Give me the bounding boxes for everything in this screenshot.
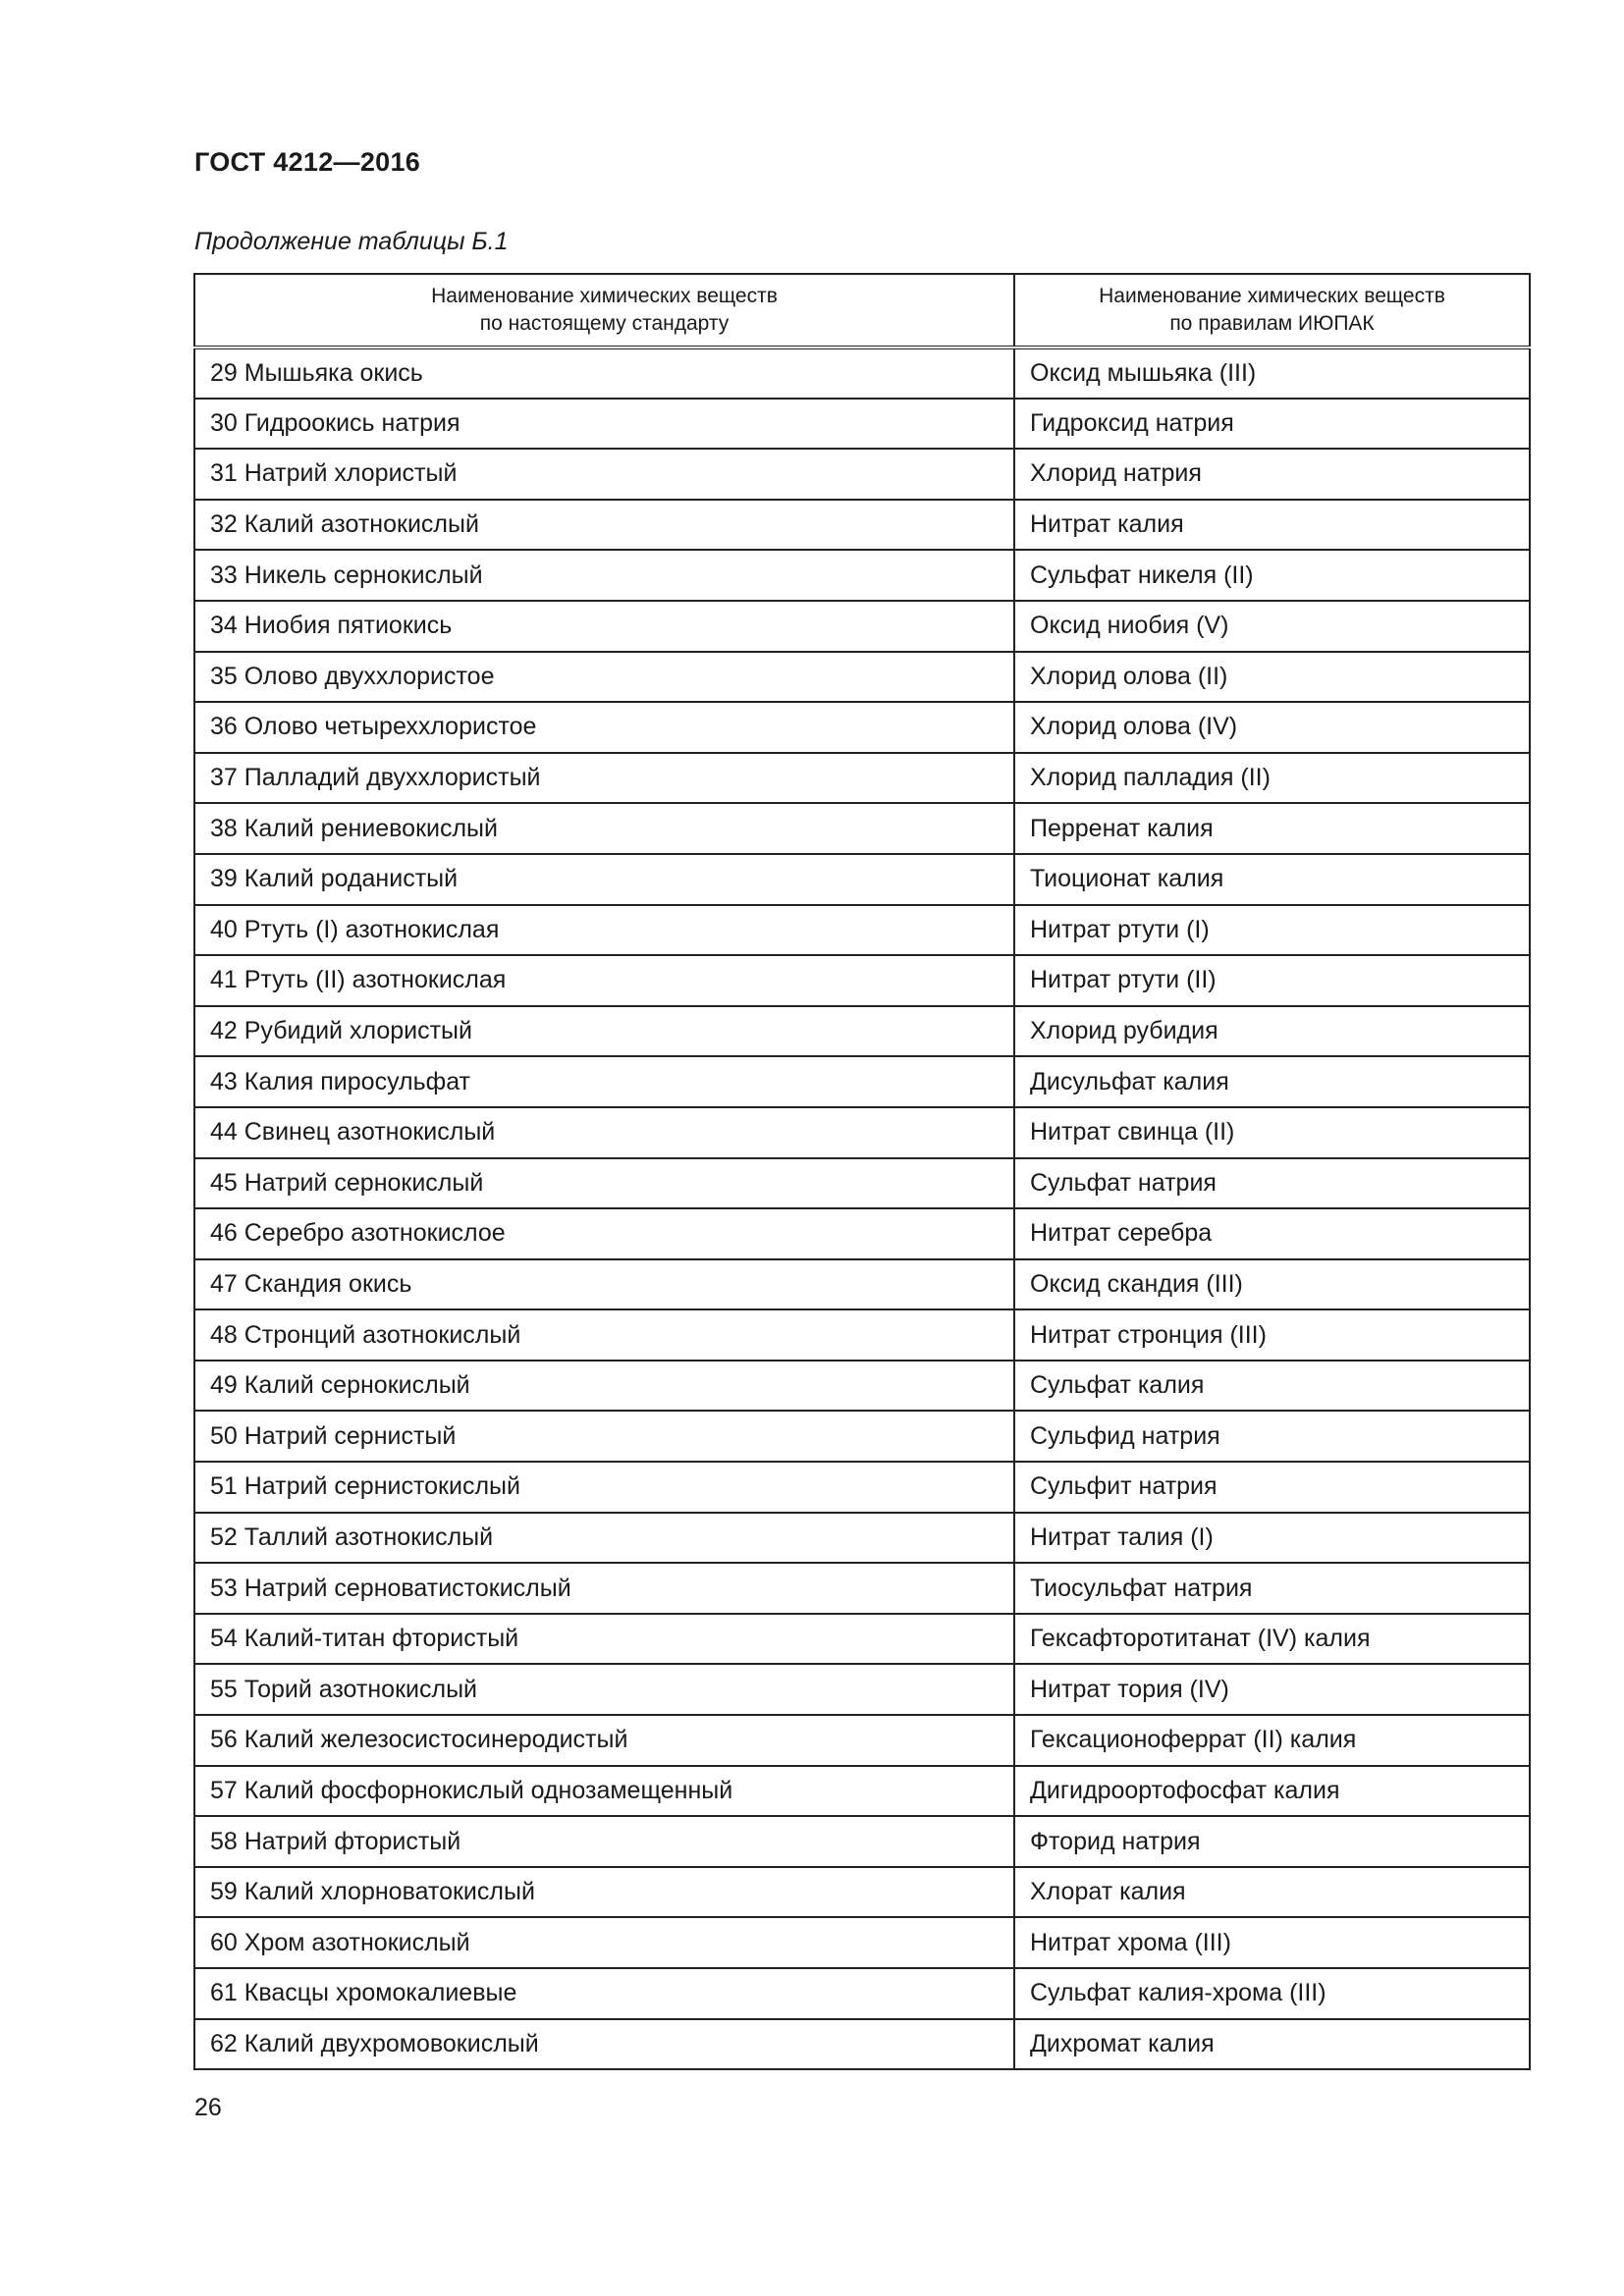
standard-name-cell: 42 Рубидий хлористый <box>194 1006 1014 1057</box>
iupac-name-cell: Хлорид палладия (II) <box>1014 753 1530 804</box>
table-row <box>194 1259 1530 1310</box>
standard-name-cell: 33 Никель сернокислый <box>194 550 1014 601</box>
table-row <box>194 1614 1530 1665</box>
standard-name-cell: 60 Хром азотнокислый <box>194 1917 1014 1968</box>
table-row <box>194 1309 1530 1361</box>
iupac-name-cell: Тиосульфат натрия <box>1014 1563 1530 1614</box>
table-caption: Продолжение таблицы Б.1 <box>194 228 509 255</box>
iupac-name-cell: Хлорид рубидия <box>1014 1006 1530 1057</box>
iupac-name-cell: Дихромат калия <box>1014 2019 1530 2070</box>
table-row <box>194 1816 1530 1867</box>
iupac-name-cell: Нитрат талия (I) <box>1014 1513 1530 1564</box>
column-header-standard-name-line1: Наименование химических веществ <box>431 285 778 307</box>
iupac-name-cell: Нитрат ртути (II) <box>1014 955 1530 1006</box>
table-row <box>194 1462 1530 1513</box>
iupac-name-cell: Перренат калия <box>1014 803 1530 854</box>
standard-name-cell: 47 Скандия окись <box>194 1259 1014 1310</box>
column-header-iupac-name-line1: Наименование химических веществ <box>1099 285 1445 307</box>
table-row <box>194 652 1530 703</box>
standard-name-cell: 36 Олово четыреххлористое <box>194 702 1014 753</box>
iupac-name-cell: Оксид ниобия (V) <box>1014 601 1530 652</box>
iupac-name-cell: Сульфат калия-хрома (III) <box>1014 1968 1530 2019</box>
iupac-name-cell: Оксид мышьяка (III) <box>1014 347 1530 399</box>
iupac-name-cell: Тиоционат калия <box>1014 854 1530 905</box>
standard-name-cell: 48 Стронций азотнокислый <box>194 1309 1014 1361</box>
iupac-name-cell: Сульфат натрия <box>1014 1158 1530 1209</box>
substance-names-table <box>193 273 1531 2070</box>
iupac-name-cell: Сульфат никеля (II) <box>1014 550 1530 601</box>
standard-name-cell: 49 Калий сернокислый <box>194 1361 1014 1412</box>
iupac-name-cell: Фторид натрия <box>1014 1816 1530 1867</box>
table-body <box>194 347 1530 2069</box>
table-row <box>194 1361 1530 1412</box>
iupac-name-cell: Нитрат тория (IV) <box>1014 1664 1530 1715</box>
standard-name-cell: 43 Калия пиросульфат <box>194 1056 1014 1107</box>
standard-name-cell: 61 Квасцы хромокалиевые <box>194 1968 1014 2019</box>
table-row <box>194 1158 1530 1209</box>
iupac-name-cell: Нитрат хрома (III) <box>1014 1917 1530 1968</box>
document-code: ГОСТ 4212—2016 <box>194 147 421 177</box>
iupac-name-cell: Хлорид олова (II) <box>1014 652 1530 703</box>
standard-name-cell: 55 Торий азотнокислый <box>194 1664 1014 1715</box>
table-row <box>194 854 1530 905</box>
column-header-iupac-name <box>1014 274 1530 347</box>
table-row <box>194 1208 1530 1259</box>
standard-name-cell: 57 Калий фосфорнокислый однозамещенный <box>194 1766 1014 1817</box>
iupac-name-cell: Дисульфат калия <box>1014 1056 1530 1107</box>
table-row <box>194 449 1530 500</box>
table-row <box>194 1056 1530 1107</box>
iupac-name-cell: Сульфид натрия <box>1014 1411 1530 1462</box>
standard-name-cell: 46 Серебро азотнокислое <box>194 1208 1014 1259</box>
standard-name-cell: 40 Ртуть (I) азотнокислая <box>194 905 1014 956</box>
iupac-name-cell: Гидроксид натрия <box>1014 399 1530 450</box>
standard-name-cell: 32 Калий азотнокислый <box>194 500 1014 551</box>
column-header-standard-name-line2: по настоящему стандарту <box>479 312 730 335</box>
iupac-name-cell: Нитрат ртути (I) <box>1014 905 1530 956</box>
table-row <box>194 702 1530 753</box>
table-row <box>194 1513 1530 1564</box>
table-row <box>194 1563 1530 1614</box>
table-row <box>194 955 1530 1006</box>
iupac-name-cell: Гексафторотитанат (IV) калия <box>1014 1614 1530 1665</box>
standard-name-cell: 53 Натрий серноватистокислый <box>194 1563 1014 1614</box>
iupac-name-cell: Нитрат стронция (III) <box>1014 1309 1530 1361</box>
table-row <box>194 803 1530 854</box>
standard-name-cell: 45 Натрий сернокислый <box>194 1158 1014 1209</box>
standard-name-cell: 54 Калий-титан фтористый <box>194 1614 1014 1665</box>
standard-name-cell: 34 Ниобия пятиокись <box>194 601 1014 652</box>
table-row <box>194 399 1530 450</box>
iupac-name-cell: Нитрат серебра <box>1014 1208 1530 1259</box>
standard-name-cell: 50 Натрий сернистый <box>194 1411 1014 1462</box>
table-row <box>194 753 1530 804</box>
table-row <box>194 1664 1530 1715</box>
table-row <box>194 905 1530 956</box>
iupac-name-cell: Нитрат свинца (II) <box>1014 1107 1530 1158</box>
standard-name-cell: 58 Натрий фтористый <box>194 1816 1014 1867</box>
column-header-iupac-name-line2: по правилам ИЮПАК <box>1169 312 1375 335</box>
table-row <box>194 1107 1530 1158</box>
standard-name-cell: 38 Калий рениевокислый <box>194 803 1014 854</box>
standard-name-cell: 44 Свинец азотнокислый <box>194 1107 1014 1158</box>
table-row <box>194 1411 1530 1462</box>
standard-name-cell: 41 Ртуть (II) азотнокислая <box>194 955 1014 1006</box>
standard-name-cell: 39 Калий роданистый <box>194 854 1014 905</box>
standard-name-cell: 56 Калий железосистосинеродистый <box>194 1715 1014 1766</box>
iupac-name-cell: Хлорид натрия <box>1014 449 1530 500</box>
standard-name-cell: 31 Натрий хлористый <box>194 449 1014 500</box>
iupac-name-cell: Нитрат калия <box>1014 500 1530 551</box>
standard-name-cell: 37 Палладий двуххлористый <box>194 753 1014 804</box>
iupac-name-cell: Хлорид олова (IV) <box>1014 702 1530 753</box>
standard-name-cell: 51 Натрий сернистокислый <box>194 1462 1014 1513</box>
table-row <box>194 1715 1530 1766</box>
table-row <box>194 1917 1530 1968</box>
table-row <box>194 2019 1530 2070</box>
column-header-standard-name <box>194 274 1014 347</box>
standard-name-cell: 59 Калий хлорноватокислый <box>194 1867 1014 1918</box>
iupac-name-cell: Оксид скандия (III) <box>1014 1259 1530 1310</box>
iupac-name-cell: Гексационоферрат (II) калия <box>1014 1715 1530 1766</box>
standard-name-cell: 62 Калий двухромовокислый <box>194 2019 1014 2070</box>
standard-name-cell: 30 Гидроокись натрия <box>194 399 1014 450</box>
table-row <box>194 601 1530 652</box>
table-header-row <box>194 274 1530 347</box>
page-number: 26 <box>194 2094 222 2121</box>
table-row <box>194 1006 1530 1057</box>
standard-name-cell: 35 Олово двуххлористое <box>194 652 1014 703</box>
table-row <box>194 1766 1530 1817</box>
table-row <box>194 1968 1530 2019</box>
standard-name-cell: 52 Таллий азотнокислый <box>194 1513 1014 1564</box>
table-row <box>194 550 1530 601</box>
iupac-name-cell: Дигидроортофосфат калия <box>1014 1766 1530 1817</box>
standard-name-cell: 29 Мышьяка окись <box>194 347 1014 399</box>
iupac-name-cell: Сульфат калия <box>1014 1361 1530 1412</box>
table-row <box>194 500 1530 551</box>
iupac-name-cell: Хлорат калия <box>1014 1867 1530 1918</box>
table-row <box>194 347 1530 399</box>
iupac-name-cell: Сульфит натрия <box>1014 1462 1530 1513</box>
table-row <box>194 1867 1530 1918</box>
